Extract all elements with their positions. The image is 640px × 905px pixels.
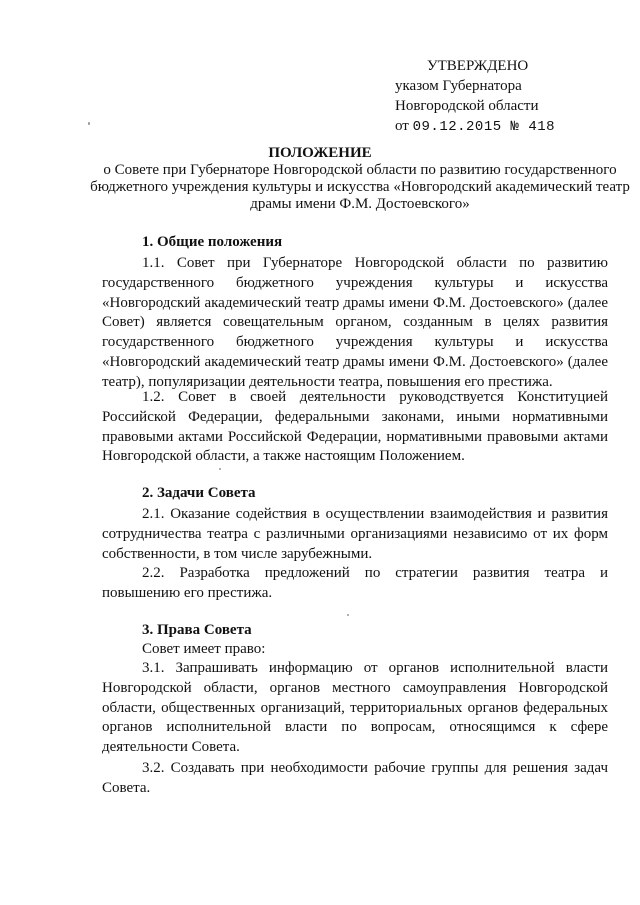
scan-speck <box>347 614 349 616</box>
paragraph: 3.2. Создавать при необходимости рабочие группы для решения задач Совета. <box>102 760 608 796</box>
section-heading: 1. Общие положения <box>142 234 283 250</box>
paragraph: 3.1. Запрашивать информацию от органов исполнительной власти Новгородской области, органов местного самоуправления Новгородской области, общественных организаций, территориальных органов федеральных органов исполнительной власти по вопросам, относящимся к сфере деятельности Совета. <box>102 660 608 756</box>
approval-date-prefix: от <box>395 118 409 134</box>
approval-stamp <box>395 56 555 137</box>
approval-heading: УТВЕРЖДЕНО <box>427 58 529 74</box>
scan-speck <box>88 122 90 125</box>
approval-decree: указом Губернатора <box>395 78 522 94</box>
approval-region: Новгородской области <box>395 98 539 114</box>
document-subtitle: о Совете при Губернаторе Новгородской области по развитию государственного бюджетного учреждения культуры и искусства «Новгородский академический театр драмы имени Ф.М. Достоевского» <box>90 162 630 212</box>
paragraph: 2.2. Разработка предложений по стратегии развития театра и повышению его престижа. <box>102 565 608 601</box>
approval-date-value: 09.12.2015 № 418 <box>412 119 556 135</box>
section-heading: 2. Задачи Совета <box>142 485 256 501</box>
approval-date-line <box>395 116 555 137</box>
section-heading: 3. Права Совета <box>142 622 252 638</box>
paragraph: Совет имеет право: <box>142 641 266 657</box>
document-title: ПОЛОЖЕНИЕ <box>268 145 372 161</box>
paragraph: 2.1. Оказание содействия в осуществлении взаимодействия и развития сотрудничества театра с различными организациями независимо от их форм собственности, в том числе зарубежными. <box>102 506 608 562</box>
paragraph: 1.1. Совет при Губернаторе Новгородской области по развитию государственного бюджетного учреждения культуры и искусства «Новгородский академический театр драмы имени Ф.М. Достоевского» (далее Совет) является совещательным органом, созданным в целях развития государственного бюджетного учреждения культуры и искусства «Новгородский академический театр драмы имени Ф.М. Достоевского» (далее театр), популяризации деятельности театра, повышения его престижа. <box>102 255 608 390</box>
scan-speck <box>219 468 221 470</box>
paragraph: 1.2. Совет в своей деятельности руководствуется Конституцией Российской Федерации, федеральными законами, иными нормативными правовыми актами Российской Федерации, нормативными правовыми актами Новгородской области, а также настоящим Положением. <box>102 389 608 465</box>
